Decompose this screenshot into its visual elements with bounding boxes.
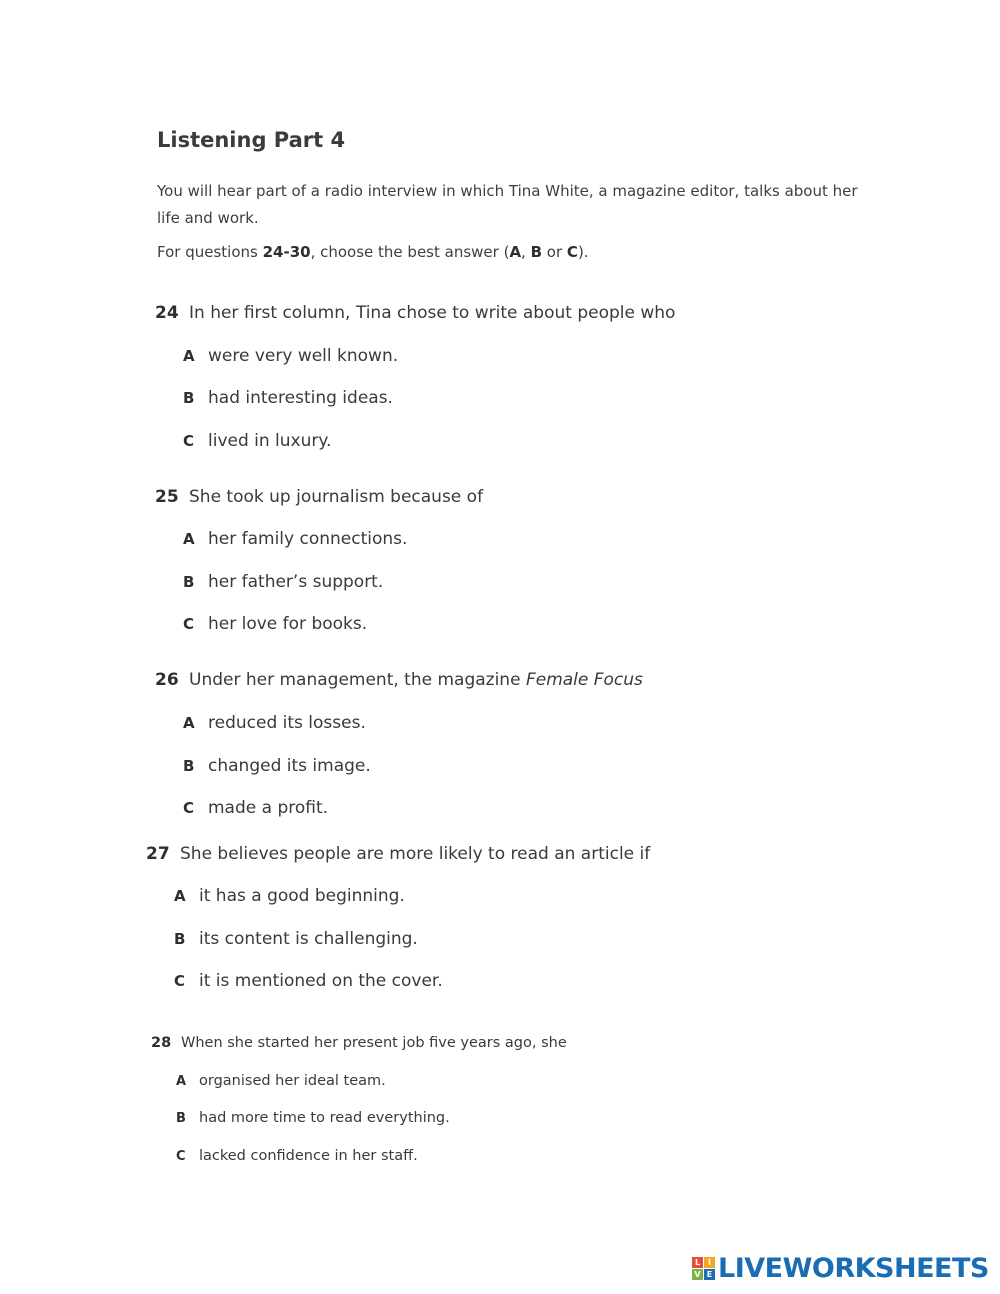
q24-option-c[interactable]: C lived in luxury. <box>183 431 332 451</box>
page-title: Listening Part 4 <box>157 128 346 152</box>
q24-option-b[interactable]: B had interesting ideas. <box>183 388 393 408</box>
q24-option-a[interactable]: A were very well known. <box>183 346 399 366</box>
question-28: 28 When she started her present job five years ago, she <box>151 1035 567 1051</box>
logo-tile-l: L <box>692 1257 703 1268</box>
q28-option-b[interactable]: B had more time to read everything. <box>176 1110 450 1126</box>
q28-option-a[interactable]: A organised her ideal team. <box>176 1073 386 1089</box>
q26-option-a[interactable]: A reduced its losses. <box>183 713 366 733</box>
logo-tile-i: I <box>704 1257 715 1268</box>
question-24: 24 In her first column, Tina chose to write about people who <box>155 303 676 323</box>
q25-option-a[interactable]: A her family connections. <box>183 529 408 549</box>
logo-tile-e: E <box>704 1269 715 1280</box>
logo-tile-v: V <box>692 1269 703 1280</box>
q25-option-b[interactable]: B her father’s support. <box>183 572 384 592</box>
q28-option-c[interactable]: C lacked confidence in her staff. <box>176 1148 418 1164</box>
q26-option-c[interactable]: C made a profit. <box>183 798 329 818</box>
question-25: 25 She took up journalism because of <box>155 487 484 507</box>
question-27: 27 She believes people are more likely to read an article if <box>146 844 651 864</box>
q27-option-c[interactable]: C it is mentioned on the cover. <box>174 971 443 991</box>
q25-option-c[interactable]: C her love for books. <box>183 614 368 634</box>
question-26: 26 Under her management, the magazine Female Focus <box>155 670 643 690</box>
logo-wordmark: LIVEWORKSHEETS <box>718 1253 989 1284</box>
magazine-title: Female Focus <box>525 670 643 690</box>
q26-option-b[interactable]: B changed its image. <box>183 756 371 776</box>
instructions: For questions 24-30, choose the best answer (A, B or C). <box>157 243 589 261</box>
q27-option-b[interactable]: B its content is challenging. <box>174 929 418 949</box>
logo-icon <box>692 1257 715 1280</box>
intro-text: You will hear part of a radio interview in which Tina White, a magazine editor, talks about her life and work. <box>157 182 858 227</box>
q27-option-a[interactable]: A it has a good beginning. <box>174 886 405 906</box>
liveworksheets-logo <box>692 1253 989 1284</box>
